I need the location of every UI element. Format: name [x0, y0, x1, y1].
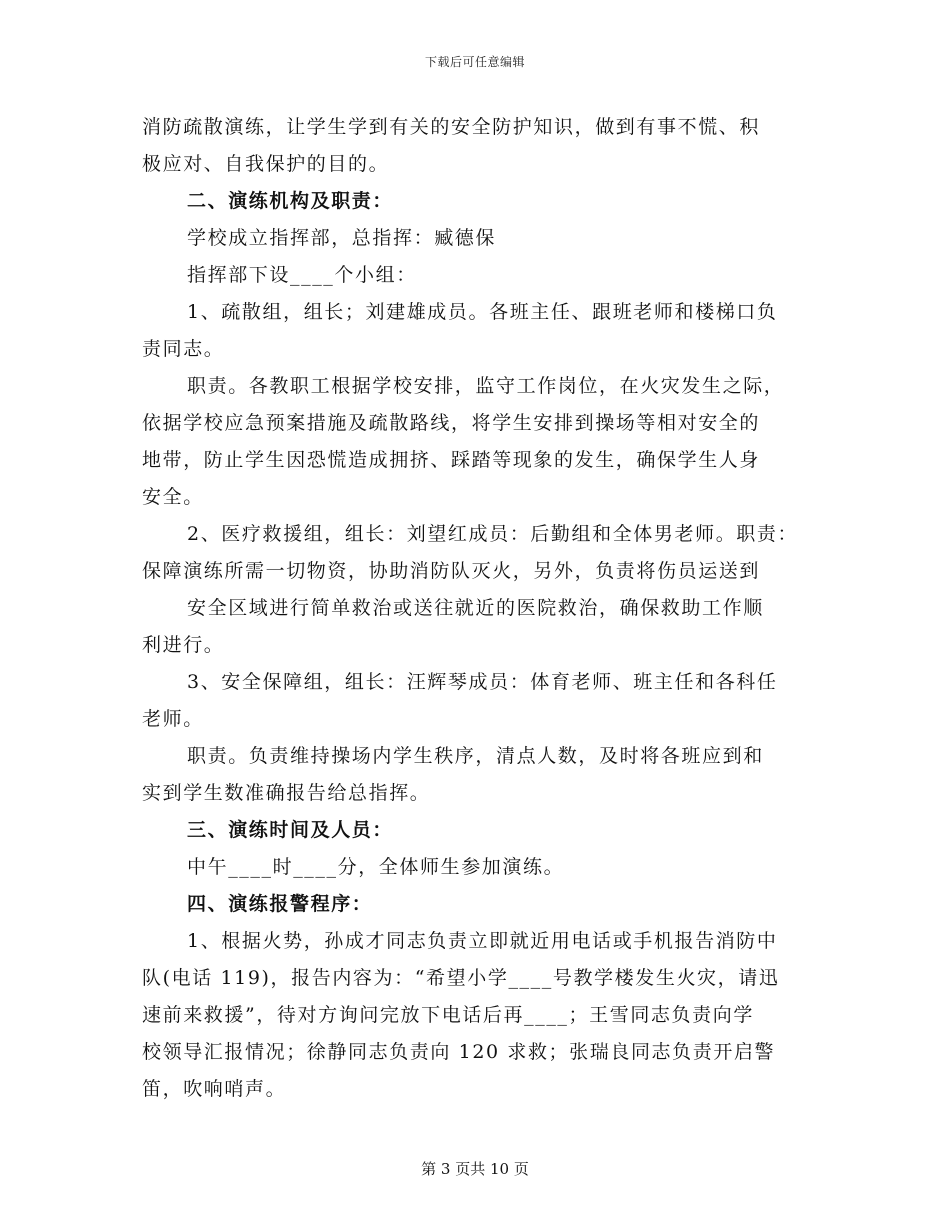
body-line: 安全区域进行简单救治或送往就近的医院救治，确保救助工作顺	[187, 597, 764, 619]
body-line: 安全。	[142, 486, 204, 508]
body-line: 老师。	[142, 708, 204, 730]
body-line: 笛，吹响哨声。	[142, 1078, 287, 1100]
body-line: 1、根据火势，孙成才同志负责立即就近用电话或手机报告消防中	[187, 930, 778, 952]
body-line: 3、安全保障组，组长：汪辉琴成员：体育老师、班主任和各科任	[187, 671, 778, 693]
body-line: 责同志。	[142, 338, 225, 360]
body-line: 2、医疗救援组，组长：刘望红成员：后勤组和全体男老师。职责：	[187, 523, 799, 545]
body-line: 校领导汇报情况；徐静同志负责向 120 求救；张瑞良同志负责开启警	[142, 1041, 776, 1063]
section-heading: 三、演练时间及人员：	[187, 819, 394, 841]
body-line: 消防疏散演练，让学生学到有关的安全防护知识，做到有事不慌、积	[142, 116, 761, 138]
body-line: 中午____时____分，全体师生参加演练。	[187, 856, 565, 878]
body-line: 职责。负责维持操场内学生秩序，清点人数，及时将各班应到和	[187, 745, 764, 767]
body-line: 保障演练所需一切物资，协助消防队灭火，另外，负责将伤员运送到	[142, 560, 761, 582]
body-line: 极应对、自我保护的目的。	[142, 153, 390, 175]
page-footer: 第 3 页共 10 页	[421, 1160, 529, 1178]
body-line: 职责。各教职工根据学校安排，监守工作岗位，在火灾发生之际，	[187, 375, 785, 397]
section-heading: 二、演练机构及职责：	[187, 190, 394, 212]
body-line: 地带，防止学生因恐慌造成拥挤、踩踏等现象的发生，确保学生人身	[142, 449, 761, 471]
section-heading: 四、演练报警程序：	[187, 893, 373, 915]
body-line: 队(电话 119)，报告内容为：“希望小学____号教学楼发生火灾，请迅	[142, 967, 780, 989]
body-line: 实到学生数准确报告给总指挥。	[142, 782, 431, 804]
body-line: 利进行。	[142, 634, 225, 656]
body-line: 学校成立指挥部，总指挥：臧德保	[187, 227, 497, 249]
body-line: 1、疏散组，组长；刘建雄成员。各班主任、跟班老师和楼梯口负	[187, 301, 778, 323]
body-line: 依据学校应急预案措施及疏散路线，将学生安排到操场等相对安全的	[142, 412, 761, 434]
document-body	[142, 109, 822, 1108]
body-line: 指挥部下设____个小组：	[187, 264, 417, 286]
body-line: 速前来救援”，待对方询问完放下电话后再____；王雪同志负责向学	[142, 1004, 754, 1026]
page-header: 下载后可任意编辑	[424, 55, 525, 69]
